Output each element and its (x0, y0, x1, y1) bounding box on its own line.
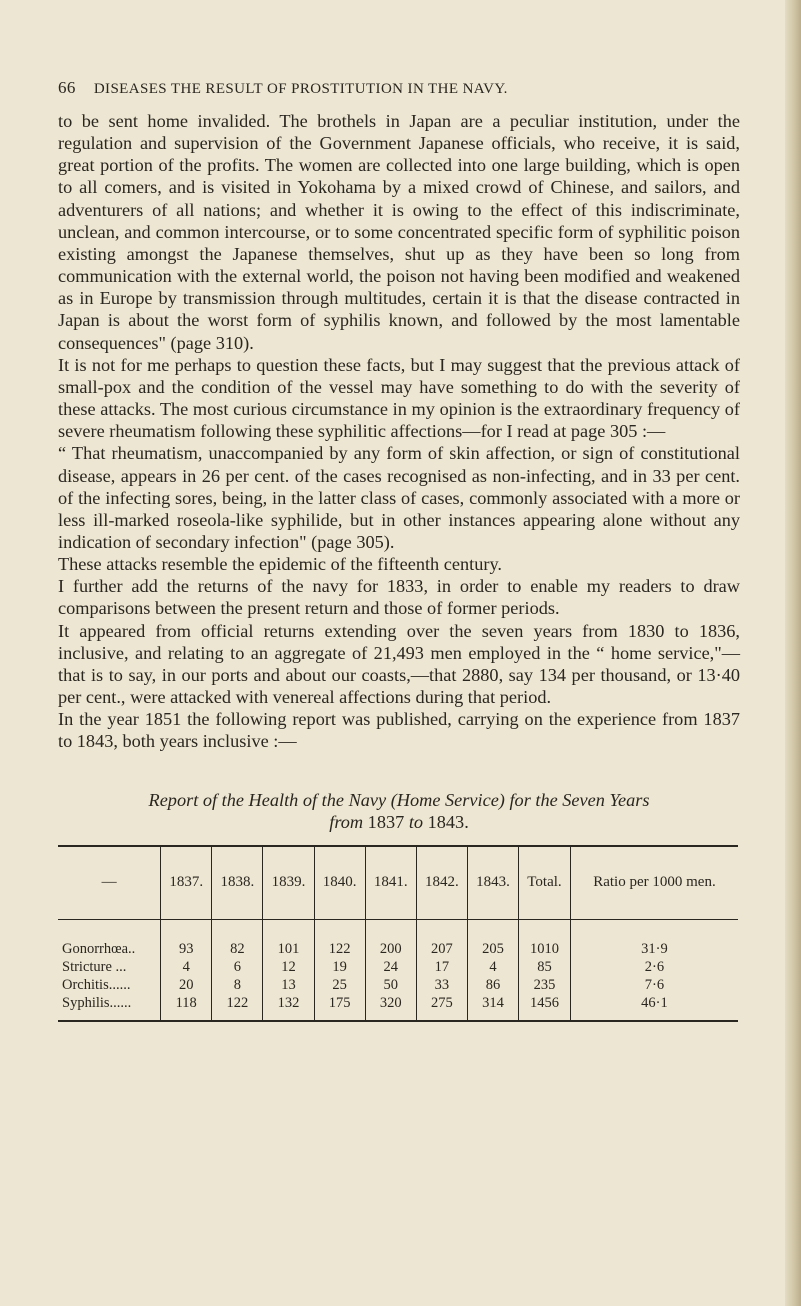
paragraph-4: These attacks resemble the epidemic of the fifteenth century. (58, 554, 502, 575)
table-caption (58, 789, 740, 833)
table-cell: 314 (467, 994, 518, 1021)
table-cell: 31·9 (570, 919, 738, 958)
table-cell: 33 (416, 976, 467, 994)
header-cell: 1842. (416, 846, 467, 920)
table-row (58, 919, 738, 958)
table-cell: 6 (212, 958, 263, 976)
paragraph-7: In the year 1851 the following report was published, carrying on the experience from 1837 to 1843, both years inclusive :— (58, 709, 740, 752)
table-row (58, 976, 738, 994)
table-cell: 207 (416, 919, 467, 958)
table-cell: 8 (212, 976, 263, 994)
header-cell: 1843. (467, 846, 518, 920)
caption-from: from (329, 811, 364, 832)
table-cell: 93 (161, 919, 212, 958)
body-text (58, 110, 740, 753)
header-cell: 1839. (263, 846, 314, 920)
table-cell: 24 (365, 958, 416, 976)
table-cell: 175 (314, 994, 365, 1021)
page-edge (785, 0, 801, 1306)
caption-line-1: Report of the Health of the Navy (Home Service) for the Seven Years (148, 789, 650, 810)
row-label: Syphilis...... (62, 994, 132, 1011)
table-cell: 12 (263, 958, 314, 976)
table-cell: 320 (365, 994, 416, 1021)
table-cell: 205 (467, 919, 518, 958)
running-title: DISEASES THE RESULT OF PROSTITUTION IN THE NAVY. (93, 81, 508, 97)
page-number: 66 (58, 78, 76, 97)
header-cell: 1840. (314, 846, 365, 920)
table-row (58, 958, 738, 976)
header-cell: 1838. (212, 846, 263, 920)
table-cell: 7·6 (570, 976, 738, 994)
table-cell: 25 (314, 976, 365, 994)
table-cell: 46·1 (570, 994, 738, 1021)
table-cell: 122 (212, 994, 263, 1021)
caption-year-start: 1837 (367, 811, 405, 832)
table-cell: 122 (314, 919, 365, 958)
table-cell: 20 (161, 976, 212, 994)
table-cell: 13 (263, 976, 314, 994)
header-cell: — (58, 846, 161, 920)
caption-line-2 (58, 811, 740, 833)
table-cell: 85 (519, 958, 571, 976)
table-cell: 275 (416, 994, 467, 1021)
table-cell: 50 (365, 976, 416, 994)
header-cell: Total. (519, 846, 571, 920)
table-cell: 19 (314, 958, 365, 976)
table-cell: 1456 (519, 994, 571, 1021)
table-cell: 118 (161, 994, 212, 1021)
table-cell: 17 (416, 958, 467, 976)
table-cell: 82 (212, 919, 263, 958)
table-cell: 235 (519, 976, 571, 994)
row-label: Stricture ... (62, 958, 127, 975)
table-row (58, 994, 738, 1021)
table-cell: 86 (467, 976, 518, 994)
table-wrapper (0, 845, 738, 1022)
table-cell: 101 (263, 919, 314, 958)
paragraph-1: to be sent home invalided. The brothels in Japan are a peculiar institution, under the regulation and supervision of the Government Japanese officials, who receive, it is said, great portion of the profits. The women are collected into one large building, which is open to all comers, and is visited in Yokohama by a mixed crowd of Chinese, and sailors, and adventurers of all nations; and whether it is owing to the effect of this indiscriminate, unclean, and common intercourse, or to some concentrated specific form of syphilitic poison existing amongst the Japanese themselves, shut up as they have been so long from communication with the external world, the poison not having been modified and weakened as in Europe by transmission through multitudes, certain it is that the disease contracted in Japan is about the worst form of syphilis known, and followed by the most lamentable consequences" (page 310). (58, 111, 740, 353)
caption-to: to (408, 811, 424, 832)
table-cell: 4 (467, 958, 518, 976)
table-cell: 1010 (519, 919, 571, 958)
caption-year-end: 1843. (427, 811, 469, 832)
paragraph-6: It appeared from official returns extending over the seven years from 1830 to 1836, inclusive, and relating to an aggregate of 21,493 men employed in the “ home service,"—that is to say, in our ports and about our coasts,—that 2880, say 134 per thousand, or 13·40 per cent., were attacked with venereal affections during that period. (58, 620, 740, 708)
header-cell: Ratio per 1000 men. (570, 846, 738, 920)
header-cell: 1841. (365, 846, 416, 920)
running-header (58, 78, 740, 98)
paragraph-5: I further add the returns of the navy for 1833, in order to enable my readers to draw comparisons between the present return and those of former periods. (58, 576, 740, 619)
table-header-row (58, 846, 738, 920)
table-cell: 2·6 (570, 958, 738, 976)
row-label: Gonorrhœa.. (62, 940, 136, 957)
paragraph-2: It is not for me perhaps to question these facts, but I may suggest that the previous attack of small-pox and the condition of the vessel may have something to do with the severity of these attacks. The most curious circumstance in my opinion is the extraordinary frequency of severe rheumatism following these syphilitic affections—for I read at page 305 :— (58, 354, 740, 442)
book-page (58, 78, 740, 855)
table-cell: 4 (161, 958, 212, 976)
paragraph-3-quote: “ That rheumatism, unaccompanied by any form of skin affection, or sign of constitutional disease, appears in 26 per cent. of the cases recognised as non-infecting, and in 33 per cent. of the infecting sores, being, in the latter class of cases, commonly associated with a more or less ill-marked roseola-like syphilide, but in other instances appearing alone without any indication of secondary infection" (page 305). (58, 443, 740, 552)
row-label: Orchitis...... (62, 976, 131, 993)
table-cell: 132 (263, 994, 314, 1021)
table-cell: 200 (365, 919, 416, 958)
header-cell: 1837. (161, 846, 212, 920)
navy-returns-table (58, 845, 738, 1022)
